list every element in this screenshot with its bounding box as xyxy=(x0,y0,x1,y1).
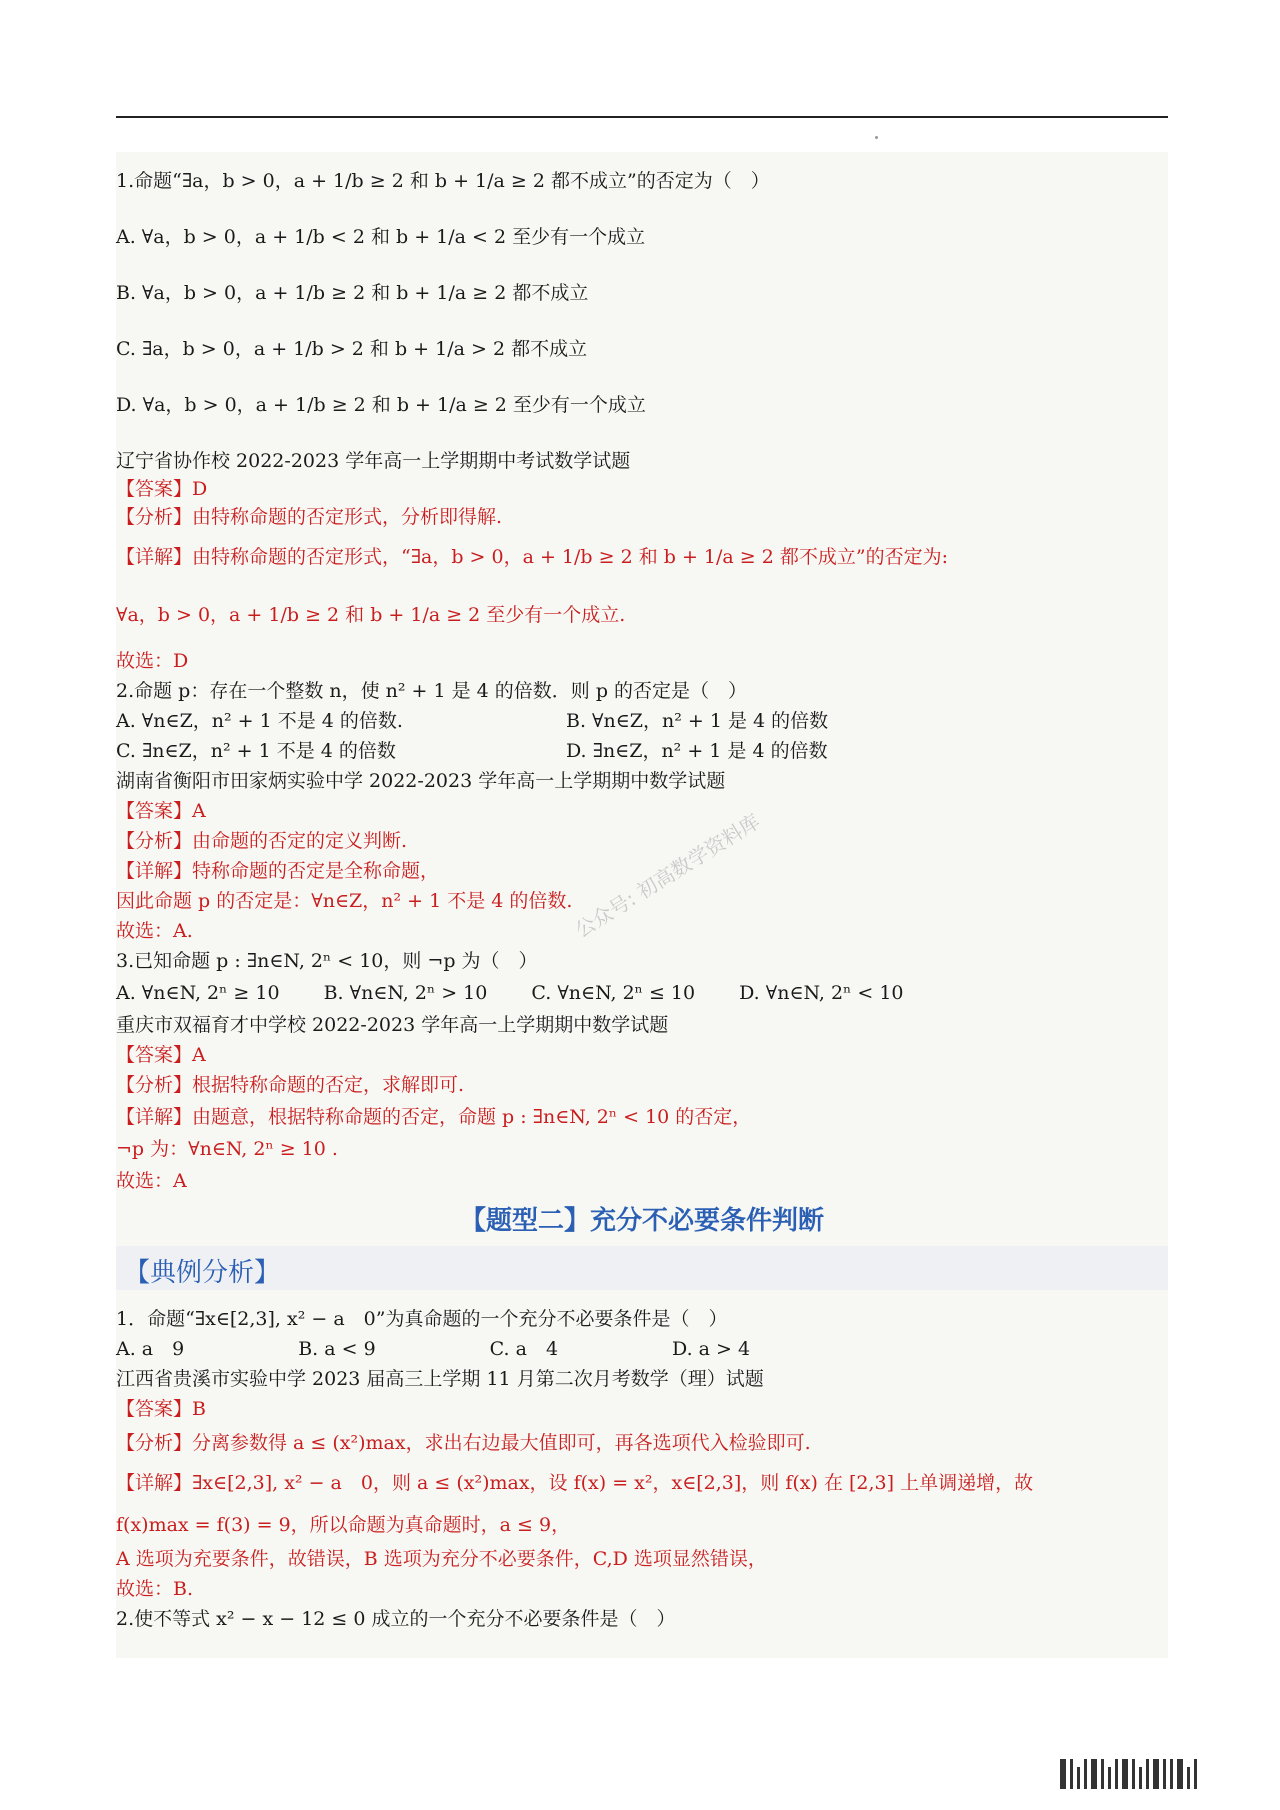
q3-source: 重庆市双福育才中学校 2022-2023 学年高一上学期期中数学试题 xyxy=(116,1014,669,1036)
q1-stem: 1.命题“∃a，b > 0，a + 1/b ≥ 2 和 b + 1/a ≥ 2 都不成立”的否定为（ ） xyxy=(116,170,770,192)
section-heading: 【题型二】充分不必要条件判断 xyxy=(459,1206,824,1236)
e1-source: 江西省贵溪市实验中学 2023 届高三上学期 11 月第二次月考数学（理）试题 xyxy=(116,1368,764,1390)
q2-option-c: C. ∃n∈Z，n² + 1 不是 4 的倍数 xyxy=(116,740,396,762)
q2-choice: 故选：A. xyxy=(116,920,193,942)
q1-detail-2: ∀a，b > 0，a + 1/b ≥ 2 和 b + 1/a ≥ 2 至少有一个成立. xyxy=(116,604,626,626)
example-analysis-label: 【典例分析】 xyxy=(124,1258,281,1288)
watermark: 公众号: 初高数学资料库 xyxy=(570,809,765,943)
q1-analysis: 【分析】由特称命题的否定形式，分析即得解. xyxy=(116,506,503,528)
q2-option-a: A. ∀n∈Z，n² + 1 不是 4 的倍数. xyxy=(116,710,403,732)
q2-detail-1: 【详解】特称命题的否定是全称命题， xyxy=(116,860,440,882)
e1-answer: 【答案】B xyxy=(116,1398,206,1420)
q3-detail-1: 【详解】由题意，根据特称命题的否定，命题 p : ∃n∈N, 2ⁿ < 10 的否定， xyxy=(116,1106,752,1128)
q3-analysis: 【分析】根据特称命题的否定，求解即可. xyxy=(116,1074,465,1096)
q1-detail-1: 【详解】由特称命题的否定形式，“∃a，b > 0，a + 1/b ≥ 2 和 b + 1/a ≥ 2 都不成立”的否定为: xyxy=(116,546,948,568)
e1-options: A. a 9 B. a < 9 C. a 4 D. a > 4 xyxy=(116,1338,751,1360)
q1-option-a: A. ∀a，b > 0，a + 1/b < 2 和 b + 1/a < 2 至少有一个成立 xyxy=(116,226,646,248)
e1-stem: 1．命题“∃x∈[2,3], x² − a 0”为真命题的一个充分不必要条件是（ ） xyxy=(116,1308,728,1330)
q3-stem: 3.已知命题 p : ∃n∈N, 2ⁿ < 10，则 ¬p 为（ ） xyxy=(116,950,538,972)
q2-option-b: B. ∀n∈Z，n² + 1 是 4 的倍数 xyxy=(566,710,829,732)
e2-stem: 2.使不等式 x² − x − 12 ≤ 0 成立的一个充分不必要条件是（ ） xyxy=(116,1608,676,1630)
q2-stem: 2.命题 p：存在一个整数 n，使 n² + 1 是 4 的倍数．则 p 的否定是（ ） xyxy=(116,680,748,702)
q1-source: 辽宁省协作校 2022-2023 学年高一上学期期中考试数学试题 xyxy=(116,450,631,472)
q2-options-row-2 xyxy=(116,738,828,764)
e1-choice: 故选：B. xyxy=(116,1578,194,1600)
barcode-icon xyxy=(1060,1755,1256,1789)
q3-options: A. ∀n∈N, 2ⁿ ≥ 10 B. ∀n∈N, 2ⁿ > 10 C. ∀n∈N, 2ⁿ ≤ 10 D. ∀n∈N, 2ⁿ < 10 xyxy=(116,982,904,1004)
example-analysis-bar xyxy=(116,1246,1168,1290)
q2-option-d: D. ∃n∈Z，n² + 1 是 4 的倍数 xyxy=(566,740,828,762)
q3-choice: 故选：A xyxy=(116,1170,187,1192)
q2-source: 湖南省衡阳市田家炳实验中学 2022-2023 学年高一上学期期中数学试题 xyxy=(116,770,726,792)
e1-analysis: 【分析】分离参数得 a ≤ (x²)max，求出右边最大值即可，再各选项代入检验即可. xyxy=(116,1432,811,1454)
speck xyxy=(875,136,878,139)
q1-choice: 故选：D xyxy=(116,650,189,672)
e1-detail-1: 【详解】∃x∈[2,3], x² − a 0，则 a ≤ (x²)max，设 f(x) = x²，x∈[2,3]，则 f(x) 在 [2,3] 上单调递增，故 xyxy=(116,1472,1034,1494)
q2-analysis: 【分析】由命题的否定的定义判断. xyxy=(116,830,408,852)
e1-detail-3: A 选项为充要条件，故错误，B 选项为充分不必要条件，C,D 选项显然错误， xyxy=(116,1548,767,1570)
q1-option-c: C. ∃a，b > 0，a + 1/b > 2 和 b + 1/a > 2 都不成立 xyxy=(116,338,588,360)
q2-detail-2: 因此命题 p 的否定是：∀n∈Z，n² + 1 不是 4 的倍数. xyxy=(116,890,573,912)
e1-detail-2: f(x)max = f(3) = 9，所以命题为真命题时，a ≤ 9， xyxy=(116,1514,571,1536)
header-rule xyxy=(116,116,1168,118)
q2-answer: 【答案】A xyxy=(116,800,206,822)
q1-option-d: D. ∀a，b > 0，a + 1/b ≥ 2 和 b + 1/a ≥ 2 至少有一个成立 xyxy=(116,394,646,416)
q1-answer: 【答案】D xyxy=(116,478,208,500)
q2-options-row-1 xyxy=(116,708,829,734)
q3-detail-2: ¬p 为：∀n∈N, 2ⁿ ≥ 10 . xyxy=(116,1138,338,1160)
q1-option-b: B. ∀a，b > 0，a + 1/b ≥ 2 和 b + 1/a ≥ 2 都不成立 xyxy=(116,282,589,304)
q3-answer: 【答案】A xyxy=(116,1044,206,1066)
